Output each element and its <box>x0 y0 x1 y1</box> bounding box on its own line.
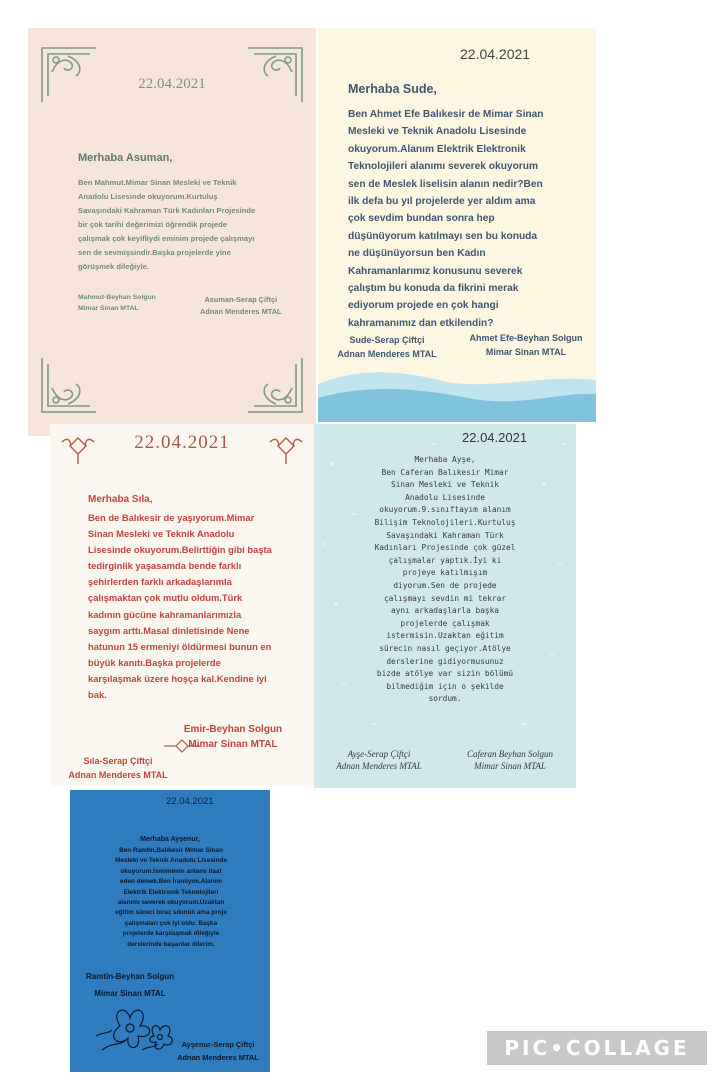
sender-signature: Mahmut-Beyhan Solgun Mimar Sinan MTAL <box>78 294 156 312</box>
sender-signature: Ramtin-Beyhan Solgun Mimar Sinan MTAL <box>85 972 174 998</box>
recipient-signature: Sude-Serap Çiftçi Adnan Menderes MTAL <box>337 335 437 359</box>
wave-decoration-icon <box>318 358 596 422</box>
letter-date: 22.04.2021 <box>134 432 230 453</box>
letter-body: Merhaba Ayşe, Ben Caferan Balıkesir Mimar Sinan Mesleki ve Teknik Anadolu Lisesinde okuyorum.9.sınıftayım alanım Bilişim Teknolojileri.Kurtuluş Savaşındaki Kahraman Türk Kadınları Projesinde çok güzel çalışmalar yaptık.İyi ki projeye katılmışım diyorum.Sen de projede çalışmayı sevdin mi tekrar aynı arkadaşlarla başka projelerde çalışmak istermisin.Uzaktan eğitim sürecin nasıl geçiyor.Atölye derslerine gidiyormusunuz bizde atölye var sizin bölümü bilmediğim için o şekilde sordum. <box>374 455 516 704</box>
letter-greeting: Merhaba Sude, <box>348 82 437 96</box>
corner-ornament-icon <box>242 42 306 106</box>
corner-ornament-icon <box>38 42 102 106</box>
letter-greeting: Merhaba Asuman, <box>78 152 173 164</box>
letter-card-2 <box>318 28 596 422</box>
sender-signature: Ahmet Efe-Beyhan Solgun Mimar Sinan MTAL <box>469 333 583 357</box>
recipient-signature: Asuman-Serap Çiftçi Adnan Menderes MTAL <box>200 295 282 316</box>
letter-date: 22.04.2021 <box>460 46 531 62</box>
letter-body: Ben Mahmut.Mimar Sinan Mesleki ve Teknik Anadolu Lisesinde okuyorum.Kurtuluş Savaşındaki Kahraman Türk Kadınları Projesinde bir çok tarihi değerimizi öğrendik projede çalışmak çok keyifliydi eminim projede çalışmayı sen de sevmişsindir.Başka projelerde yine görüşmek dileğiyle. <box>78 178 256 271</box>
letter-greeting: Merhaba Ayşenur, <box>140 836 200 843</box>
letter-card-5 <box>70 790 270 1072</box>
letter-date: 22.04.2021 <box>166 796 214 807</box>
letter-greeting: Merhaba Sıla, <box>88 494 153 505</box>
watermark-text: PIC•COLLAGE <box>504 1036 690 1060</box>
sender-signature: Emir-Beyhan Solgun Mimar Sinan MTAL <box>183 724 283 750</box>
letter-card-3 <box>50 424 314 786</box>
corner-ornament-icon <box>242 354 306 418</box>
recipient-signature: Ayşenur-Serap Çiftçi Adnan Menderes MTAL <box>177 1040 259 1062</box>
letter-body: Ben Ahmet Efe Balıkesir de Mimar Sinan Mesleki ve Teknik Anadolu Lisesinde okuyorum.Alanım Elektrik Elektronik Teknolojileri alanımı severek okuyorum sen de Meslek liselisin alanın nedir?Ben ilk defa bu yıl projelerde yer aldım ama çok sevdim bundan sonra hep düşünüyorum katılmayı sen bu konuda ne düşünüyorsun ben Kadın Kahramanlarımız konusunu severek çalıştım bu konuda da fikrini merak ediyorum projede en çok hangi kahramanımız dan etkilendin? <box>348 109 544 329</box>
corner-ornament-icon <box>38 354 102 418</box>
recipient-signature: Ayşe-Serap Çiftçi Adnan Menderes MTAL <box>336 749 422 771</box>
recipient-signature: Sıla-Serap Çiftçi Adnan Menderes MTAL <box>68 756 168 780</box>
letter-body: Ben de Balıkesir de yaşıyorum.Mimar Sinan Mesleki ve Teknik Anadolu Lisesinde okuyorum.Belirttiğin gibi başta tedirginlik yaşasamda bende farklı şehirlerden farklı arkadaşlarımla çalışmaktan çok mutlu oldum.Türk kadının gücüne kahramanlarımızla saygım arttı.Masal dinletisinde Nene hatunun 15 ermeniyi öldürmesi bunun en büyük kanıtı.Başka projelerde karşılaşmak üzere hoşça kal.Kendine iyi bak. <box>88 512 272 701</box>
sender-signature: Caferan Beyhan Solgun Mimar Sinan MTAL <box>467 749 553 771</box>
letter-card-4 <box>314 424 576 788</box>
letter-date: 22.04.2021 <box>138 76 206 92</box>
letter-card-1 <box>28 28 316 436</box>
pic-collage-watermark <box>487 1031 707 1065</box>
letter-body: Ben Ramtin,Balıkesir Mimar Sinan Mesleki ve Teknik Anadolu Lisesinde okuyorum.İsmimimin anlamı itaat eden demek.Ben İranlıyım.Alanım Elektrik Elektronik Teknolojileri alanımı severek okuyorum.Uzaktan eğitim süreci biraz sıkıntılı ama proje çalışmaları çok iyi oldu. Başka projelerde karşılaşmak dileğiyle derslerinde başarılar dilerim. <box>115 847 227 948</box>
letter-date: 22.04.2021 <box>462 430 528 445</box>
